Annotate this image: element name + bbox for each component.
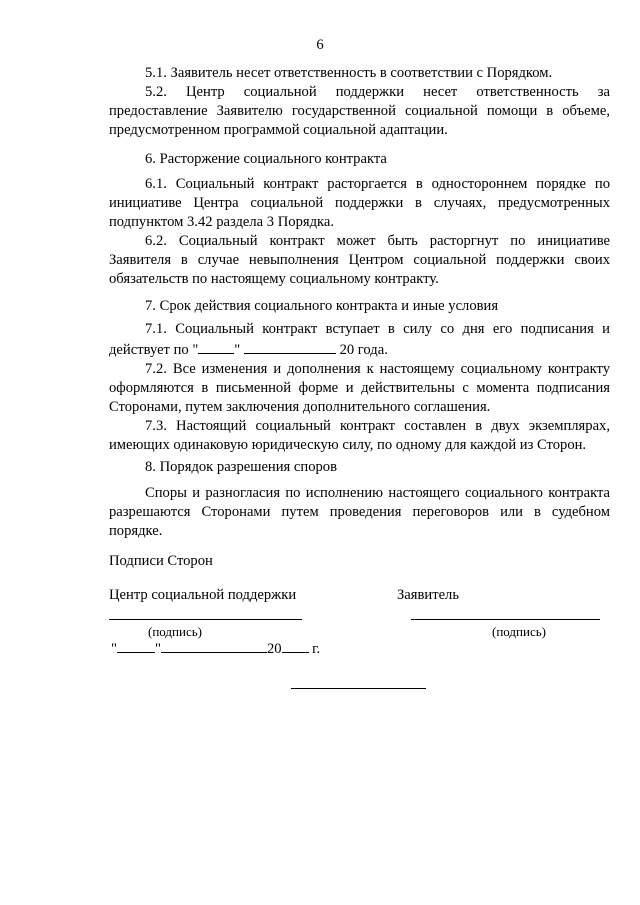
signature-date [111,638,320,659]
quote-close: " [234,342,241,358]
date-quote-open: " [111,641,117,657]
date-year-blank [282,638,309,653]
day-blank [198,339,234,354]
section-7 [109,320,610,455]
date-year-prefix: 20 [266,641,282,657]
signatures-title: Подписи Сторон [109,553,213,569]
date-suffix: г. [308,641,321,657]
signature-line-applicant [411,619,600,620]
clause-7-1-end: года. [354,342,388,358]
section-6 [109,175,610,289]
page-number: 6 [316,37,324,53]
clause-7-1-text: 7.1. Социальный контракт вступает в силу со дня его подписания и действует по " [109,321,610,358]
section-7-title: 7. Срок действия социального контракта и иные условия [145,298,499,314]
date-day-blank [117,638,155,653]
party-applicant-label: Заявитель [397,587,459,603]
signature-caption-center: (подпись) [148,624,202,639]
date-month-blank [161,638,267,653]
clause-7-1 [109,320,610,360]
year-prefix: 20 [339,342,355,358]
bottom-rule [291,688,426,689]
signature-caption-applicant: (подпись) [492,624,546,639]
section-6-title: 6. Расторжение социального контракта [145,151,387,167]
clause-8: Споры и разногласия по исполнению настоящего социального контракта разрешаются Сторонами путем проведения переговоров или в судебном порядке. [109,485,610,539]
clause-5-2: 5.2. Центр социальной поддержки несет ответственность за предоставление Заявителю государственной социальной помощи в объеме, предусмотренном программой социальной адаптации. [109,84,610,138]
section-5 [109,64,610,140]
clause-6-2: 6.2. Социальный контракт может быть расторгнут по инициативе Заявителя в случае невыполнения Центром социальной поддержки своих обязательств по настоящему социальному контракту. [109,233,610,287]
party-center-label: Центр социальной поддержки [109,587,297,603]
month-blank [244,339,336,354]
clause-7-3: 7.3. Настоящий социальный контракт составлен в двух экземплярах, имеющих одинаковую юридическую силу, по одному для каждой из Сторон. [109,418,610,453]
section-8-title: 8. Порядок разрешения споров [145,459,337,475]
date-quote-close: " [154,641,161,657]
clause-5-1: 5.1. Заявитель несет ответственность в соответствии с Порядком. [145,65,553,81]
signature-line-center [109,619,302,620]
clause-6-1: 6.1. Социальный контракт расторгается в одностороннем порядке по инициативе Центра социальной поддержки в случаях, предусмотренных подпунктом 3.42 раздела 3 Порядка. [109,176,610,230]
section-8 [109,484,610,541]
clause-7-2: 7.2. Все изменения и дополнения к настоящему социальному контракту оформляются в письменной форме и действительны с момента подписания Сторонами, путем заключения дополнительного соглашения. [109,361,610,415]
